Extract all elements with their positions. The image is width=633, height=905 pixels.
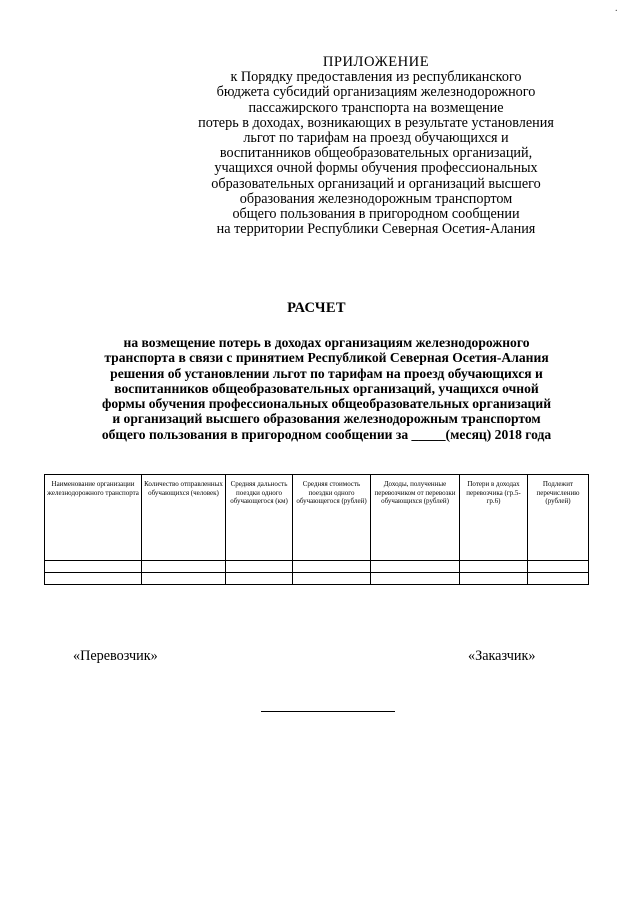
appendix-line: льгот по тарифам на проезд обучающихся и	[243, 130, 509, 147]
table-cell	[45, 561, 142, 573]
subtitle-line: и организаций высшего образования железнодорожным транспортом	[112, 411, 541, 427]
column-header-avg-cost: Средняя стоимость поездки одного обучающегося (рублей)	[293, 475, 371, 561]
table-cell	[293, 561, 371, 573]
appendix-line: к Порядку предоставления из республиканского	[230, 69, 522, 86]
appendix-line: пассажирского транспорта на возмещение	[248, 99, 504, 116]
appendix-line: на территории Республики Северная Осетия-Алания	[216, 221, 536, 238]
subtitle-line: общего пользования в пригородном сообщении за _____(месяц) 2018 года	[101, 426, 552, 442]
subtitle-line: воспитанников общеобразовательных организаций, учащихся очной	[114, 380, 539, 396]
subtitle-line: транспорта в связи с принятием Республикой Северная Осетия-Алания	[104, 350, 549, 366]
appendix-line: потерь в доходах, возникающих в результате установления	[198, 114, 554, 131]
table-cell	[528, 573, 589, 585]
column-header-organization: Наименование организации железнодорожного транспорта	[45, 475, 142, 561]
calculation-title: РАСЧЕТ	[287, 300, 346, 316]
table-cell	[226, 561, 293, 573]
table-header-row	[45, 475, 589, 561]
customer-signature-label: «Заказчик»	[468, 648, 536, 664]
appendix-line: бюджета субсидий организациям железнодорожного	[216, 84, 536, 101]
appendix-line: воспитанников общеобразовательных организаций,	[219, 145, 533, 162]
appendix-title: ПРИЛОЖЕНИЕ	[322, 54, 430, 70]
table-cell	[371, 573, 460, 585]
signature-line	[261, 711, 395, 712]
table-cell	[460, 561, 528, 573]
table-cell	[460, 573, 528, 585]
subtitle-line: решения об установлении льгот по тарифам на проезд обучающихся и	[110, 365, 543, 381]
table-cell	[293, 573, 371, 585]
calculation-subtitle	[60, 335, 593, 442]
table-cell	[226, 573, 293, 585]
table-cell	[142, 573, 226, 585]
carrier-signature-label: «Перевозчик»	[73, 648, 158, 664]
table-row	[45, 573, 589, 585]
calculation-table	[44, 474, 589, 585]
column-header-students-count: Количество отправленных обучающихся (человек)	[142, 475, 226, 561]
table-cell	[528, 561, 589, 573]
column-header-revenue: Доходы, полученные перевозчиком от перевозки обучающихся (рублей)	[371, 475, 460, 561]
appendix-line: общего пользования в пригородном сообщении	[232, 206, 520, 223]
subtitle-line: формы обучения профессиональных общеобразовательных организаций	[101, 396, 552, 412]
subtitle-line: на возмещение потерь в доходах организациям железнодорожного	[123, 335, 530, 350]
column-header-avg-distance: Средняя дальность поездки одного обучающегося (км)	[226, 475, 293, 561]
table-cell	[45, 573, 142, 585]
column-header-payable: Подлежит перечислению (рублей)	[528, 475, 589, 561]
column-header-losses: Потери в доходах перевозчика (гр.5-гр.6)	[460, 475, 528, 561]
table-cell	[142, 561, 226, 573]
appendix-line: образования железнодорожным транспортом	[239, 190, 513, 207]
appendix-line: образовательных организаций и организаций высшего	[211, 175, 541, 192]
table-row	[45, 561, 589, 573]
page-mark: .	[615, 3, 618, 14]
table-cell	[371, 561, 460, 573]
appendix-line: учащихся очной формы обучения профессиональных	[214, 160, 538, 177]
appendix-header	[182, 55, 570, 237]
